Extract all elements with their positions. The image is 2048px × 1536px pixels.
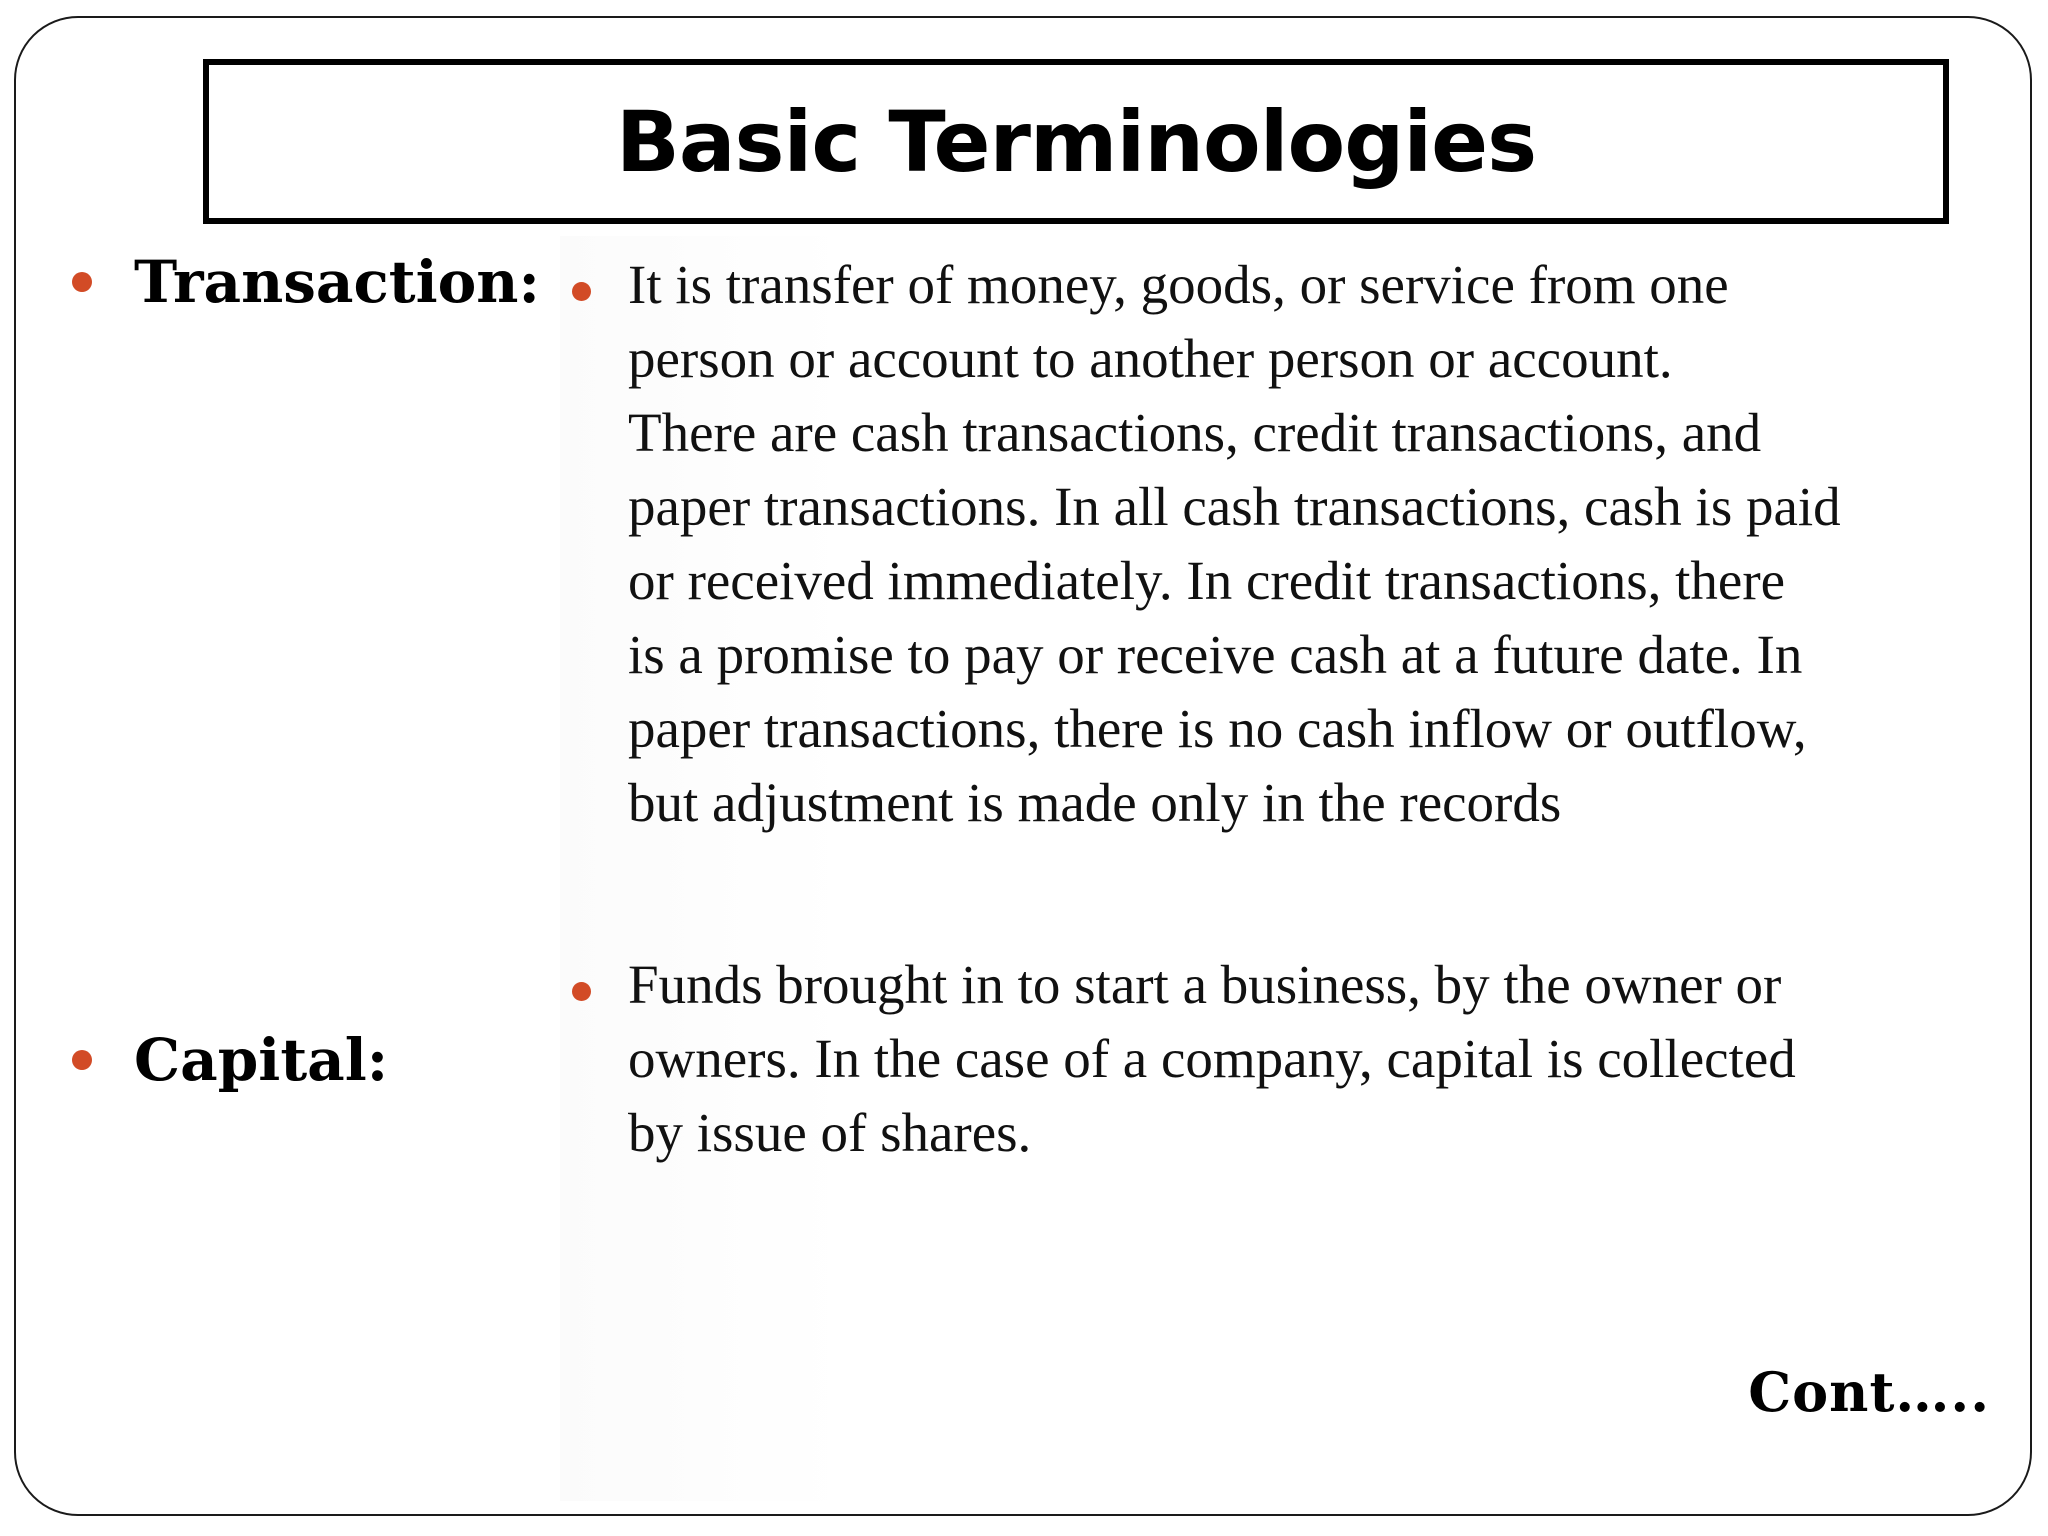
definition-text-transaction: It is transfer of money, goods, or service from one person or account to another person or account. There are cash transactions, credit transactions, and paper transactions. In all cash transactions, cash is paid or received immediately. In credit transactions, there is a promise to pay or receive cash at a future date. In paper transactions, there is no cash inflow or outflow, but adjustment is made only in the records [628, 254, 1841, 833]
title-box [203, 59, 1949, 224]
bullet-icon [572, 982, 591, 1001]
term-transaction [72, 248, 540, 316]
bullet-icon [72, 272, 92, 292]
term-label-capital: Capital: [134, 1026, 389, 1094]
bullet-icon [72, 1050, 92, 1070]
term-label-transaction: Transaction: [134, 248, 540, 316]
term-capital [72, 1026, 388, 1094]
continuation-label: Cont….. [1748, 1360, 1990, 1424]
definition-text-capital: Funds brought in to start a business, by the owner or owners. In the case of a company, capital is collected by issue of shares. [628, 954, 1796, 1163]
bullet-icon [572, 282, 591, 301]
slide-title: Basic Terminologies [615, 92, 1537, 191]
